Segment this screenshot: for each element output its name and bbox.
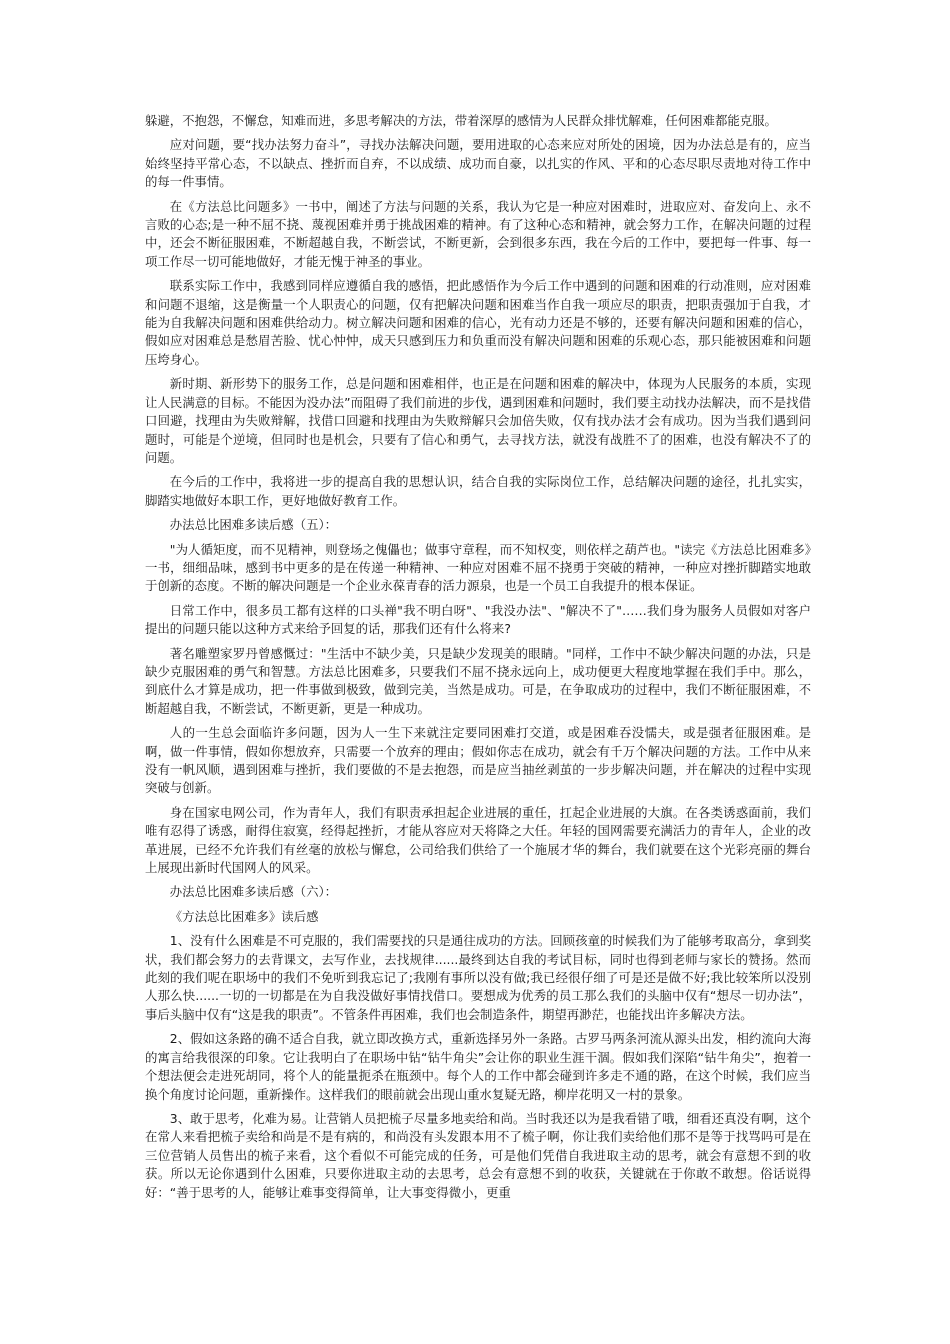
paragraph: 人的一生总会面临许多问题，因为人一生下来就注定要同困难打交道，或是困难吞没懦夫，或是强者征服困难。是啊，做一件事情，假如你想放弃，只需要一个放弃的理由；假如你志在成功，就会有千万个解决问题的方法。工作中从来没有一帆风顺，遇到困难与挫折，我们要做的不是去抱怨，而是应当抽丝剥茧的一步步解决问题，并在解决的过程中实现突破与创新。 — [145, 725, 811, 796]
paragraph: 3、敢于思考，化难为易。让营销人员把梳子尽量多地卖给和尚。当时我还以为是我看错了哦，细看还真没有啊，这个在常人来看把梳子卖给和尚是不是有病的，和尚没有头发跟本用不了梳子啊，你让我们卖给他们那不是等于找骂吗可是在三位营销人员售出的梳子来看，这个看似不可能完成的任务，可是他们凭借自我进取主动的思考，就会有意想不到的收获。所以无论你遇到什么困难，只要你进取主动的去思考，总会有意想不到的收获，关键就在于你敢不敢想。俗话说得好：“善于思考的人，能够让难事变得简单，让大事变得微小，更重 — [145, 1110, 811, 1200]
paragraph: 日常工作中，很多员工都有这样的口头禅"我不明白呀"、"我没办法"、"解决不了"……我们身为服务人员假如对客户提出的问题只能以这种方式来给予回复的话，那我们还有什么将来? — [145, 602, 811, 637]
paragraph: 联系实际工作中，我感到同样应遵循自我的感悟，把此感悟作为今后工作中遇到的问题和困难的行动准则，应对困难和问题不退缩，这是衡量一个人职责心的问题，仅有把解决问题和困难当作自我一项应尽的职责，把职责强加于自我，才能为自我解决问题和困难供给动力。树立解决问题和困难的信心，光有动力还是不够的，还要有解决问题和困难的信心，假如应对困难总是愁眉苦脸、忧心忡忡，成天只感到压力和负重而没有解决问题和困难的乐观心态，那只能被困难和问题压垮身心。 — [145, 278, 811, 367]
paragraph: 在《方法总比问题多》一书中，阐述了方法与问题的关系，我认为它是一种应对困难时，进取应对、奋发向上、永不言败的心态;是一种不屈不挠、蔑视困难并勇于挑战困难的精神。有了这种心态和精神，就会努力工作，在解决问题的过程中，还会不断征服困难，不断超越自我，不断尝试，不断更新，会到很多东西，我在今后的工作中，要把每一件事、每一项工作尽一切可能地做好，才能无愧于神圣的事业。 — [145, 198, 811, 269]
paragraph: "为人循矩度，而不见精神，则登场之傀儡也；做事守章程，而不知权变，则依样之葫芦也。"读完《方法总比困难多》一书，细细品味，感到书中更多的是在传递一种精神、一种应对困难不屈不挠勇于突破的精神，一种应对挫折脚踏实地敢于创新的态度。不断的解决问题是一个企业永葆青春的活力源泉，也是一个员工自我提升的根本保证。 — [145, 541, 811, 594]
paragraph: 在今后的工作中，我将进一步的提高自我的思想认识，结合自我的实际岗位工作，总结解决问题的途径，扎扎实实，脚踏实地做好本职工作，更好地做好教育工作。 — [145, 474, 811, 508]
paragraph: 躲避，不抱怨，不懈怠，知难而进，多思考解决的方法，带着深厚的感情为人民群众排忧解难，任何困难都能克服。 — [145, 113, 777, 128]
sub-heading: 《方法总比困难多》读后感 — [169, 908, 319, 924]
section-heading: 办法总比困难多读后感（六）： — [169, 884, 338, 900]
paragraph: 新时期、新形势下的服务工作，总是问题和困难相伴，也正是在问题和困难的解决中，体现为人民服务的本质，实现让人民满意的目标。不能因为没办法”而阻碍了我们前进的步伐，遇到困难和问题时，我们要主动找办法解决，而不是找借口回避，找理由为失败辩解，找借口回避和找理由为失败辩解只会加倍失败，仅有找办法才会有成功。因为当我们遇到问题时，可能是个逆境，但同时也是机会，只要有了信心和勇气，去寻找方法，就没有战胜不了的困难，也没有解决不了的问题。 — [145, 376, 811, 465]
paragraph: 著名雕塑家罗丹曾感慨过："生活中不缺少美，只是缺少发现美的眼睛。"同样，工作中不缺少解决问题的办法，只是缺少克服困难的勇气和智慧。方法总比困难多，只要我们不屈不挠永远向上，成功便更大程度地掌握在我们手中。那么，到底什么才算是成功，把一件事做到极致，做到完美，当然是成功。可是，在争取成功的过程中，我们不断征服困难，不断超越自我，不断尝试，不断更新，更是一种成功。 — [145, 645, 811, 716]
paragraph: 身在国家电网公司，作为青年人，我们有职责承担起企业进展的重任，扛起企业进展的大旗。在各类诱惑面前，我们唯有忍得了诱惑，耐得住寂寞，经得起挫折，才能从容应对天将降之大任。年轻的国网需要充满活力的青年人，企业的改革进展，已经不允许我们有丝毫的放松与懈怠，公司给我们供给了一个施展才华的舞台，我们就要在这个光彩亮丽的舞台上展现出新时代国网人的风采。 — [145, 804, 811, 876]
paragraph: 1、没有什么困难是不可克服的，我们需要找的只是通往成功的方法。回顾孩童的时候我们为了能够考取高分，拿到奖状，我们都会努力的去背课文，去写作业，去找规律......最终到达自我的考试目标，同时也得到老师与家长的赞扬。然而此刻的我们呢在职场中的我们不免听到我忘记了;我刚有事所以没有做;我已经很仔细了可是还是做不好;我比较笨所以没别人那么快......一切的一切都是在为自我没做好事情找借口。要想成为优秀的员工那么我们的头脑中仅有“想尽一切办法”，事后头脑中仅有“这是我的职责”。不管条件再困难，我们也会制造条件，期望再渺茫，也能找出许多解决方法。 — [145, 933, 811, 1022]
section-heading: 办法总比困难多读后感（五）： — [169, 517, 338, 533]
paragraph: 2、假如这条路的确不适合自我，就立即改换方式，重新选择另外一条路。古罗马两条河流从源头出发，相约流向大海的寓言给我很深的印象。它让我明白了在职场中钻“钻牛角尖”会让你的职业生涯干涸。假如我们深陷“钻牛角尖”，抱着一个想法便会走进死胡同，将个人的能量扼杀在瓶颈中。每个人的工作中都会碰到许多走不通的路，在这个时候，我们应当换个角度讨论问题，重新操作。这样我们的眼前就会出现山重水复疑无路，柳岸花明又一村的景象。 — [145, 1031, 811, 1102]
document-body — [145, 112, 811, 1208]
paragraph: 应对问题，要“找办法努力奋斗”，寻找办法解决问题，要用进取的心态来应对所处的困境，因为办法总是有的，应当始终坚持平常心态，不以缺点、挫折而自弃，不以成绩、成功而自豪，以扎实的作风、平和的心态尽职尽责地对待工作中的每一件事情。 — [145, 137, 811, 190]
